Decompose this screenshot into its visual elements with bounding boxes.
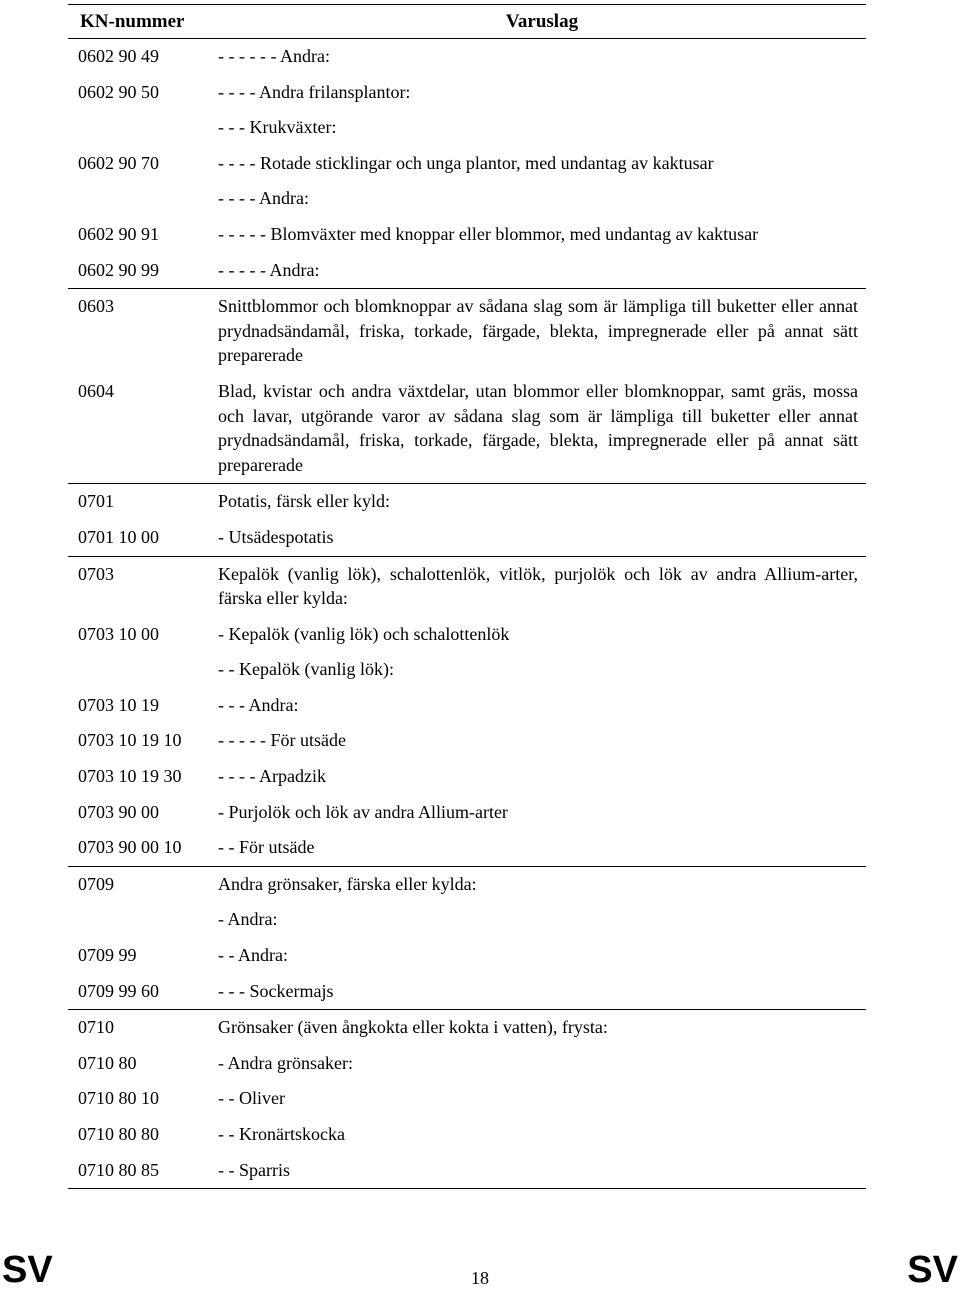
- kn-code: 0701 10 00: [68, 520, 218, 556]
- goods-description: - - - - Andra:: [218, 188, 309, 209]
- table-row: [68, 520, 866, 556]
- goods-description: - - Sparris: [218, 1153, 866, 1189]
- table-row: [68, 556, 866, 617]
- kn-code: 0710 80: [78, 1052, 137, 1073]
- table-header-row: [68, 5, 866, 39]
- kn-code: 0703 10 19 30: [78, 766, 182, 787]
- kn-code: 0709: [78, 873, 114, 894]
- goods-description: Snittblommor och blomknoppar av sådana slag som är lämpliga till buketter eller annat prydnadsändamål, friska, torkade, färgade, blekta, impregnerade eller på annat sätt preparerade: [218, 296, 858, 366]
- goods-description: - - - - - För utsäde: [218, 730, 346, 751]
- goods-description: - - - Krukväxter:: [218, 117, 337, 138]
- goods-description: Kepalök (vanlig lök), schalottenlök, vitlök, purjolök och lök av andra Allium-arter, färska eller kylda:: [218, 563, 858, 609]
- goods-description: - - - - - Blomväxter med knoppar eller blommor, med undantag av kaktusar: [218, 223, 759, 244]
- goods-description: - - - - - - Andra:: [218, 46, 330, 66]
- kn-code: 0602 90 99: [68, 253, 218, 289]
- goods-description: - - Kepalök (vanlig lök):: [218, 659, 394, 680]
- goods-description: - - Andra:: [218, 945, 288, 966]
- goods-description: Potatis, färsk eller kyld:: [218, 491, 390, 512]
- kn-code: 0701: [78, 491, 114, 512]
- kn-code: 0710 80 10: [78, 1088, 159, 1109]
- goods-description: - - - Andra:: [218, 694, 299, 715]
- table-row: [68, 688, 866, 724]
- table-row: [68, 289, 866, 374]
- kn-code: 0709 99 60: [68, 974, 218, 1010]
- goods-description: - Purjolök och lök av andra Allium-arter: [218, 801, 508, 822]
- kn-code: 0703 90 00 10: [68, 830, 218, 866]
- kn-code: 0709 99: [78, 945, 137, 966]
- goods-description: Grönsaker (även ångkokta eller kokta i vatten), frysta:: [218, 1017, 608, 1038]
- goods-description: - Andra grönsaker:: [218, 1052, 353, 1073]
- table-row: [68, 39, 866, 75]
- table-row: [68, 617, 866, 653]
- table-row: [68, 374, 866, 484]
- kn-code: 0602 90 50: [78, 81, 159, 102]
- header-varuslag: Varuslag: [218, 5, 866, 39]
- goods-description: Blad, kvistar och andra växtdelar, utan blommor eller blomknoppar, samt gräs, mossa och lavar, utgörande varor av sådana slag som är lämpliga till buketter eller annat prydnadsändamål, friska, torkade, färgade, blekta, impregnerade eller på annat sätt preparerade: [218, 374, 866, 484]
- goods-description: - - Oliver: [218, 1088, 285, 1109]
- kn-code: [68, 110, 218, 146]
- goods-description: - - Kronärtskocka: [218, 1124, 345, 1144]
- table-row: [68, 723, 866, 759]
- kn-code: 0703 10 00: [78, 623, 159, 644]
- table-row: [68, 110, 866, 146]
- table-row: [68, 484, 866, 520]
- table-row: [68, 181, 866, 217]
- kn-code: 0603: [78, 296, 114, 317]
- page-footer: [0, 1248, 960, 1291]
- goods-description: - - - - Arpadzik: [218, 766, 326, 787]
- table-row: [68, 759, 866, 795]
- language-code-right: SV: [907, 1249, 958, 1291]
- kn-code: 0710 80 85: [68, 1153, 218, 1189]
- goods-description: - Andra:: [218, 909, 278, 930]
- table-row: [68, 1010, 866, 1046]
- kn-code: 0602 90 49: [78, 46, 159, 66]
- goods-description: - - - - Rotade sticklingar och unga plantor, med undantag av kaktusar: [218, 152, 714, 173]
- goods-description: - Kepalök (vanlig lök) och schalottenlök: [218, 623, 510, 644]
- language-code-left: SV: [2, 1249, 53, 1291]
- table-row: [68, 146, 866, 182]
- tariff-table: [68, 4, 866, 1189]
- table-row: [68, 1153, 866, 1189]
- kn-code: 0604: [68, 374, 218, 484]
- table-row: [68, 974, 866, 1010]
- goods-description: Andra grönsaker, färska eller kylda:: [218, 873, 477, 894]
- table-row: [68, 253, 866, 289]
- kn-code: [68, 181, 218, 217]
- goods-description: - - - Sockermajs: [218, 974, 866, 1010]
- table-row: [68, 902, 866, 938]
- table-row: [68, 75, 866, 111]
- table-row: [68, 1117, 866, 1153]
- table-row: [68, 795, 866, 831]
- table-row: [68, 938, 866, 974]
- table-row: [68, 1046, 866, 1082]
- table-row: [68, 652, 866, 688]
- kn-code: 0602 90 70: [78, 152, 159, 173]
- table-row: [68, 1081, 866, 1117]
- kn-code: 0703: [78, 563, 114, 584]
- kn-code: 0703 90 00: [78, 801, 159, 822]
- goods-description: - - - - - Andra:: [218, 253, 866, 289]
- goods-description: - Utsädespotatis: [218, 520, 866, 556]
- page-number: 18: [471, 1268, 489, 1288]
- goods-description: - - - - Andra frilansplantor:: [218, 81, 411, 102]
- kn-code: 0703 10 19: [78, 694, 159, 715]
- header-kn-nummer: KN-nummer: [68, 5, 218, 39]
- kn-code: 0710: [78, 1017, 114, 1038]
- kn-code: 0602 90 91: [78, 223, 159, 244]
- kn-code: 0710 80 80: [78, 1124, 159, 1144]
- kn-code: [68, 652, 218, 688]
- kn-code: [68, 902, 218, 938]
- goods-description: - - För utsäde: [218, 830, 866, 866]
- kn-code: 0703 10 19 10: [78, 730, 182, 751]
- table-row: [68, 217, 866, 253]
- table-row: [68, 866, 866, 902]
- table-row: [68, 830, 866, 866]
